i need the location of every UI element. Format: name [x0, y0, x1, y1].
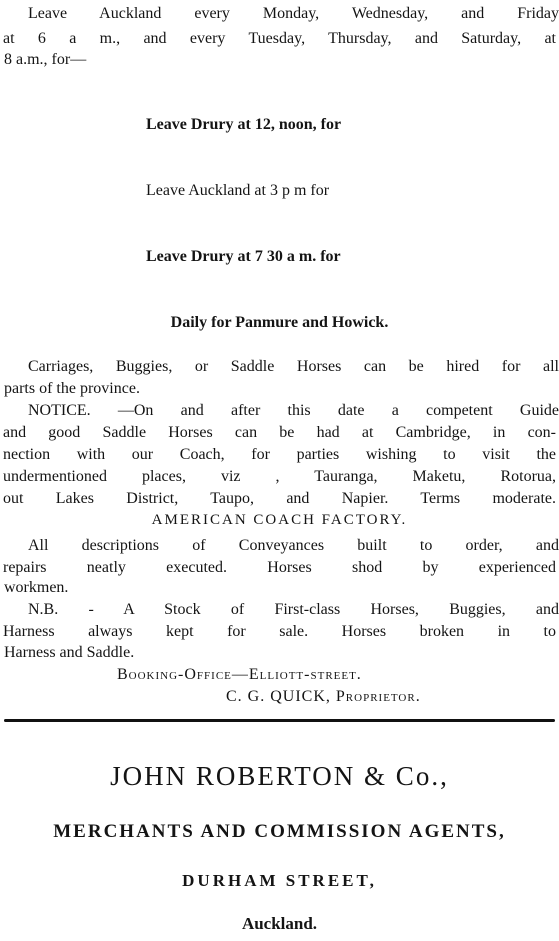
departure-heading-auckland-3pm: Leave Auckland at 3 p m for: [146, 182, 330, 199]
intro-line-2: at 6 a m., and every Tuesday, Thursday, and Saturday, at: [3, 30, 556, 47]
robertson-street: DURHAM STREET,: [182, 871, 377, 890]
nb-line-2: Harness always kept for sale. Horses broken in to: [3, 623, 556, 640]
conveyances-line-1: All descriptions of Conveyances built to order, and: [28, 537, 559, 554]
section-divider-rule: [4, 719, 555, 722]
nb-line-1: N.B. - A Stock of First-class Horses, Buggies, and: [28, 601, 559, 618]
conveyances-line-3: workmen.: [4, 579, 69, 596]
notice-line-4: undermentioned places, viz , Tauranga, Maketu, Rotorua,: [3, 468, 556, 485]
notice-line-5: out Lakes District, Taupo, and Napier. Terms moderate.: [3, 490, 556, 507]
robertson-company-name: JOHN ROBERTON & Co.,: [110, 761, 449, 791]
booking-office: Booking-Office—Elliott-street.: [117, 666, 362, 683]
notice-line-3: nection with our Coach, for parties wishing to visit the: [3, 446, 556, 463]
departure-heading-drury-730: Leave Drury at 7 30 a m. for: [146, 248, 341, 265]
robertson-trade: MERCHANTS AND COMMISSION AGENTS,: [53, 821, 506, 842]
intro-line-1: Leave Auckland every Monday, Wednesday, and Friday: [28, 5, 559, 22]
robertson-city: Auckland.: [241, 914, 318, 933]
carriages-line-1: Carriages, Buggies, or Saddle Horses can be hired for all: [28, 358, 559, 375]
factory-heading: AMERICAN COACH FACTORY.: [151, 512, 408, 528]
departure-heading-drury-noon: Leave Drury at 12, noon, for: [146, 116, 342, 133]
notice-line-2: and good Saddle Horses can be had at Cambridge, in con-: [3, 424, 556, 441]
nb-line-3: Harness and Saddle.: [4, 644, 135, 661]
notice-line-1: NOTICE. —On and after this date a competent Guide: [28, 402, 559, 419]
daily-service-heading: Daily for Panmure and Howick.: [170, 314, 389, 331]
intro-line-3: 8 a.m., for—: [4, 51, 87, 68]
carriages-line-2: parts of the province.: [4, 380, 140, 397]
conveyances-line-2: repairs neatly executed. Horses shod by experienced: [3, 559, 556, 576]
proprietor-signature: C. G. QUICK, Proprietor.: [226, 688, 421, 705]
